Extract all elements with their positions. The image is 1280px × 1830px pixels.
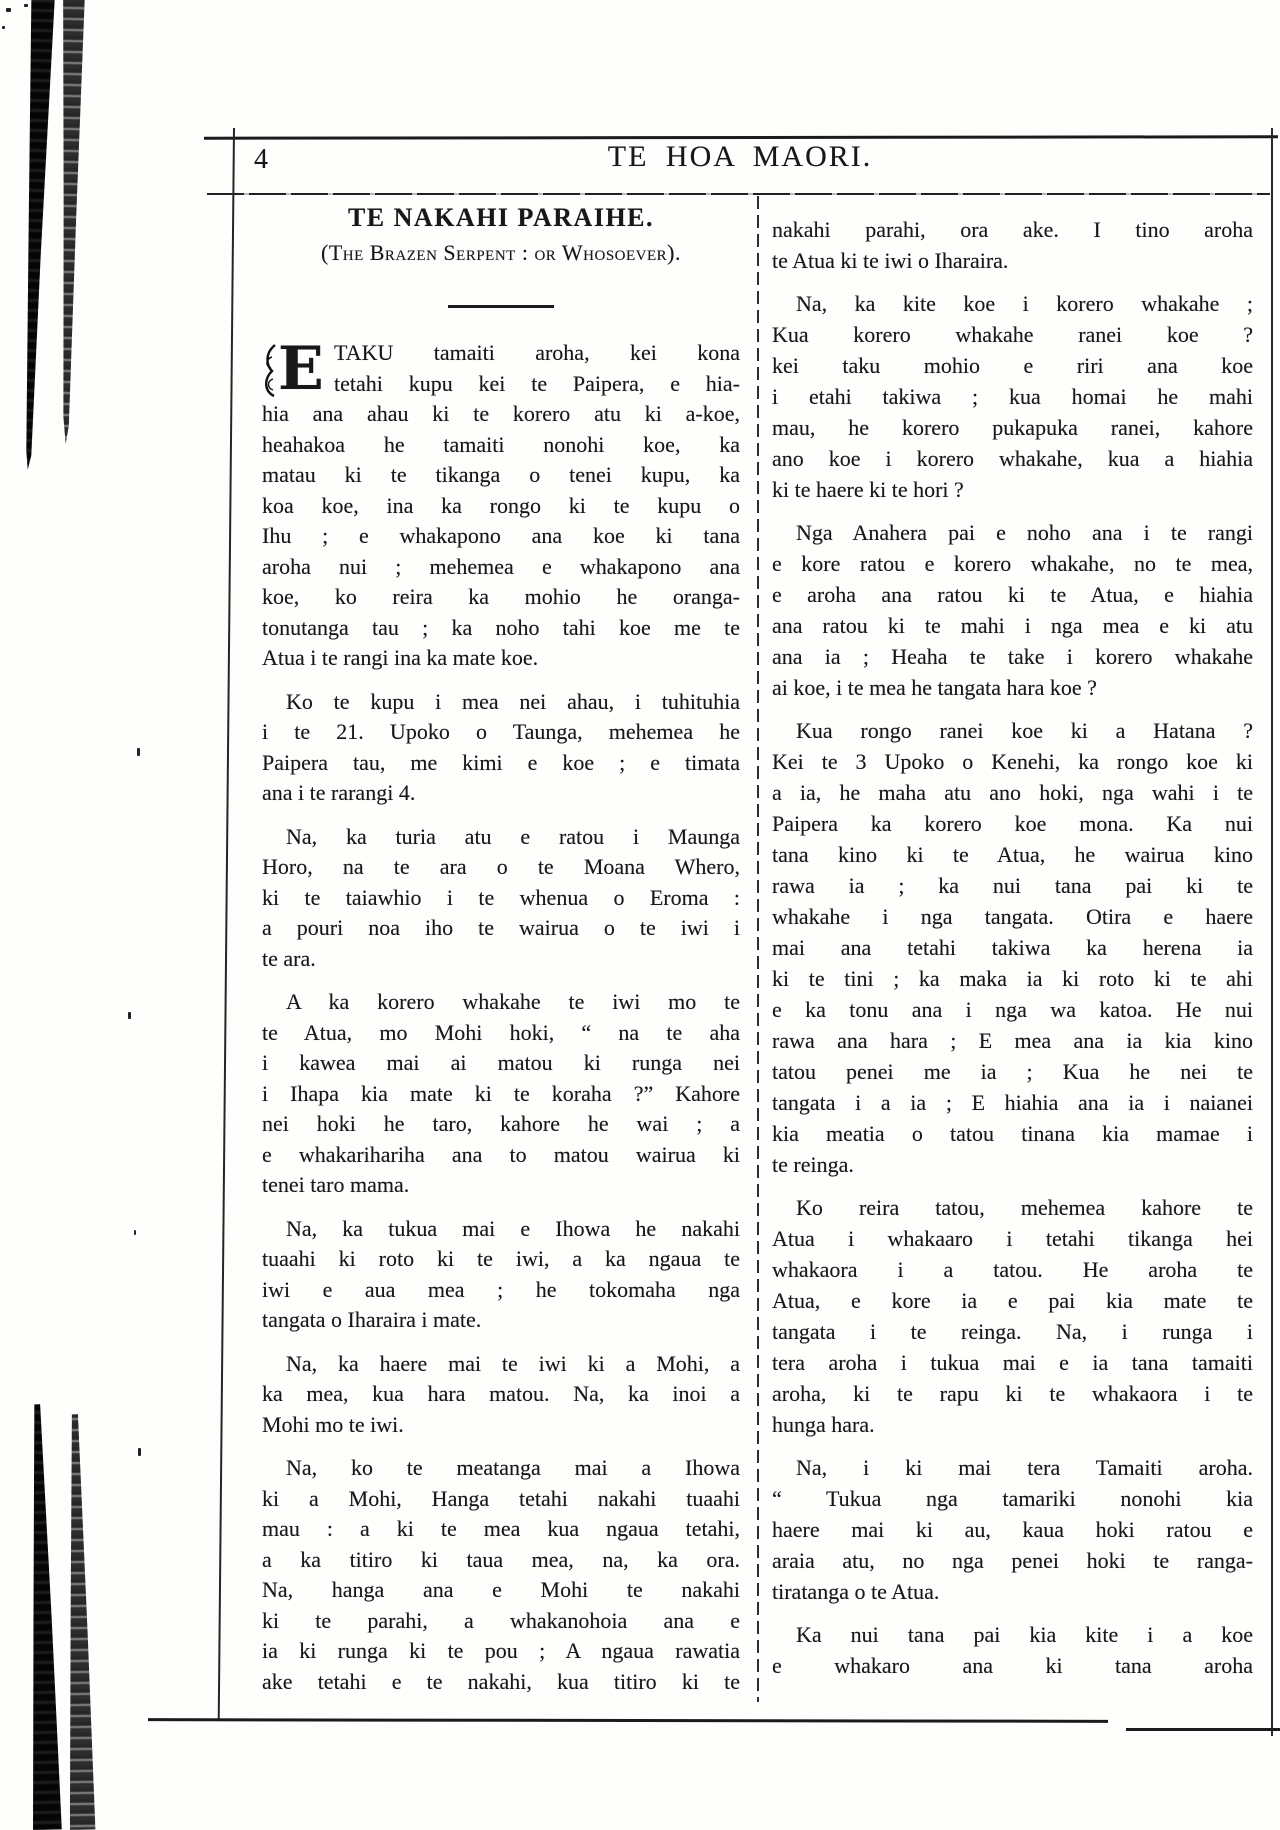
text-line: Na, ka haere mai te iwi ki a Mohi, a [286,1350,740,1376]
text-line: ki te parahi, a whakanohoia ana e [262,1607,740,1633]
text-line: Nga Anahera pai e noho ana i te rangi [796,520,1253,545]
ink-smudge [52,0,89,444]
ink-speck [6,8,11,12]
column-divider [757,196,759,1702]
ink-speck [134,1230,136,1235]
text-line: te Atua ki te iwi o Iharaira. [772,248,1009,273]
text-line: e aroha ana ratou ki te Atua, e hiahia [772,582,1253,607]
text-line: ana ia ; Heaha te take i korero whakahe [772,644,1253,669]
paragraph [262,1349,740,1441]
text-line: e kore ratou e korero whakahe, no te mea, [772,551,1253,576]
text-line: heahakoa he tamaiti nonohi koe, ka [262,431,740,457]
drop-cap-flourish [262,341,278,399]
paragraph [772,715,1253,1180]
text-line: ki te tini ; ka maka ia ki roto ki te ahi [772,966,1253,991]
paragraph [262,687,740,809]
text-line: Na, ka turia atu e ratou i Maunga [286,823,740,849]
title-divider-rule [448,305,554,308]
text-line: Paipera ka korero koe mona. Ka nui [772,811,1253,836]
text-line: nakahi parahi, ora ake. I tino aroha [772,217,1253,242]
paragraph [772,1452,1253,1607]
text-line: a ia, he maha atu ano hoki, nga wahi i te [772,780,1253,805]
text-line: Ko te kupu i mea nei ahau, i tuhituhia [286,688,740,714]
text-line: tuaahi ki roto ki te iwi, a ka ngaua te [262,1246,740,1271]
text-line: Kua korero whakahe ranei koe ? [772,322,1253,347]
text-line: A ka korero whakahe te iwi mo te [286,989,740,1014]
ink-speck [138,1448,141,1456]
text-line: araia atu, no nga penei hoki te ranga- [772,1548,1253,1573]
text-line: ana ratou ki te mahi i nga mea e ki atu [772,613,1253,638]
ink-smudge [61,1414,97,1830]
page-number: 4 [254,144,268,175]
text-line: Mohi mo te iwi. [262,1411,404,1437]
text-line: tiratanga o te Atua. [772,1579,940,1604]
horizontal-rule-under-header [207,193,1270,195]
text-line: koa koe, ina ka rongo ki te kupu o [262,492,740,518]
text-line: tera aroha i tukua mai e ia tana tamaiti [772,1350,1253,1375]
text-line: “ Tukua nga tamariki nonohi kia [772,1486,1253,1511]
text-line: tatou penei me ia ; Kua he nei te [772,1059,1253,1084]
text-line: i te 21. Upoko o Taunga, mehemea he [262,719,740,744]
ink-speck [137,748,140,756]
text-line: Na, ka tukua mai e Ihowa he nakahi [286,1215,740,1241]
publication-title: TE HOA MAORI. [607,140,873,173]
ink-speck [2,26,5,29]
text-line: tonutanga tau ; ka noho tahi koe me te [262,614,740,640]
text-line: nei hoki he taro, kahore he wai ; a [262,1111,740,1136]
paragraph [772,1192,1253,1440]
text-line: matau ki te tikanga o tenei kupu, ka [262,462,740,487]
horizontal-rule-bottom [148,1718,1108,1723]
paragraph [772,517,1253,703]
ink-smudge [12,0,57,470]
text-line: Ko reira tatou, mehemea kahore te [796,1195,1253,1220]
text-line: Na, ka kite koe i korero whakahe ; [796,291,1253,316]
right-column-text [772,214,1253,1681]
text-line: Horo, na te ara o te Moana Whero, [262,854,740,879]
text-line: mau, he korero pukapuka ranei, kahore [772,415,1253,440]
drop-cap-letter: E [278,334,324,404]
text-line: rawa ia ; ka nui tana pai ki te [772,873,1253,898]
text-line: kei taku mohio e riri ana koe [772,353,1253,378]
text-line: e ka tonu ana i nga wa katoa. He nui [772,997,1253,1022]
left-column [262,196,740,1710]
text-line: i Ihapa kia mate ki te koraha ?” Kahore [262,1080,740,1106]
text-line: Na, hanga ana e Mohi te nakahi [262,1577,740,1602]
text-line: e whakaro ana ki tana aroha [772,1653,1253,1678]
text-line: i kawea mai ai matou ki runga nei [262,1050,740,1075]
text-line: te Atua, mo Mohi hoki, “ na te aha [262,1019,740,1045]
text-line: rawa ana hara ; E mea ana ia kia kino [772,1028,1253,1053]
text-line: hunga hara. [772,1412,875,1437]
text-line: tetahi kupu kei te Paipera, e hia- [334,370,740,396]
text-line: Na, ko te meatanga mai a Ihowa [286,1455,740,1480]
text-line: e whakarihariha ana to matou wairua ki [262,1141,740,1167]
text-line: ki a Mohi, Hanga tetahi nakahi tuaahi [262,1485,740,1511]
text-line: tana kino ki te Atua, he wairua kino [772,842,1253,867]
text-line: ake tetahi e te nakahi, kua titiro ki te [262,1668,740,1694]
page-border-right [1271,128,1273,1736]
text-line: ka mea, kua hara matou. Na, ka inoi a [262,1381,740,1406]
page-border-left [218,128,235,1720]
ink-smudge [22,1404,63,1830]
paragraph [772,288,1253,505]
text-line: Atua i te rangi ina ka mate koe. [262,645,539,670]
ink-speck [24,4,28,7]
text-line: TAKU tamaiti aroha, kei kona [334,340,740,365]
text-line: haere mai ki au, kaua hoki ratou e [772,1517,1253,1542]
paragraph [262,987,740,1201]
text-line: Paipera tau, me kimi e koe ; e timata [262,749,740,775]
paragraph [772,214,1253,276]
article-title: TE NAKAHI PARAIHE. [347,203,655,232]
text-line: i etahi takiwa ; kua homai he mahi [772,384,1253,409]
paragraph [262,1453,740,1697]
text-line: whakahe i nga tangata. Otira e haere [772,904,1253,929]
paragraph [772,1619,1253,1681]
ink-speck [128,1012,131,1019]
left-column-text [262,334,740,1697]
text-line: tenei taro mama. [262,1172,410,1197]
text-line: koe, ko reira ka mohio he oranga- [262,584,740,609]
text-line: ai koe, i te mea he tangata hara koe ? [772,675,1097,700]
text-line: Kei te 3 Upoko o Kenehi, ka rongo koe ki [772,749,1253,774]
article-subtitle: (The Brazen Serpent : or Whosoever). [321,240,681,265]
text-line: iwi e aua mea ; he tokomaha nga [262,1276,740,1302]
text-line: te ara. [262,945,316,971]
text-line: Atua, e kore ia e pai kia mate te [772,1288,1253,1313]
text-line: ki te haere ki te hori ? [772,477,964,502]
text-line: Na, i ki mai tera Tamaiti aroha. [796,1455,1253,1480]
text-line: tangata i a ia ; E hiahia ana ia i naianei [772,1090,1253,1115]
paragraph [262,334,740,674]
text-line: mau : a ki te mea kua ngaua tetahi, [262,1516,740,1541]
text-line: a pouri noa iho te wairua o te iwi i [262,915,740,940]
text-line: ki te taiawhio i te whenua o Eroma : [262,884,740,910]
horizontal-rule-bottom-right [1126,1728,1280,1731]
text-line: Atua i whakaaro i tetahi tikanga hei [772,1226,1253,1251]
text-line: Ka nui tana pai kia kite i a koe [796,1622,1253,1647]
text-line: whakaora i a tatou. He aroha te [772,1257,1253,1282]
text-line: aroha nui ; mehemea e whakapono ana [262,553,740,579]
text-line: Ihu ; e whakapono ana koe ki tana [262,523,740,548]
text-line: aroha, ki te rapu ki te whakaora i te [772,1381,1253,1406]
text-line: ano koe i korero whakahe, kua a hiahia [772,446,1253,471]
text-line: kia meatia o tatou tinana kia mamae i [772,1121,1253,1146]
text-line: ia ki runga ki te pou ; A ngaua rawatia [262,1638,740,1663]
text-line: hia ana ahau ki te korero atu ki a-koe, [262,401,740,426]
drop-cap-initial [262,334,326,404]
text-line: Kua rongo ranei koe ki a Hatana ? [796,718,1253,743]
right-column [772,214,1253,1693]
paragraph [262,1214,740,1336]
text-line: tangata o Iharaira i mate. [262,1307,482,1332]
text-line: tangata i te reinga. Na, i runga i [772,1319,1253,1344]
text-line: mai ana tetahi takiwa ka herena ia [772,935,1253,960]
paragraph [262,822,740,975]
text-line: te reinga. [772,1152,854,1177]
text-line: ana i te rarangi 4. [262,780,416,805]
text-line: a ka titiro ki taua mea, na, ka ora. [262,1546,740,1572]
